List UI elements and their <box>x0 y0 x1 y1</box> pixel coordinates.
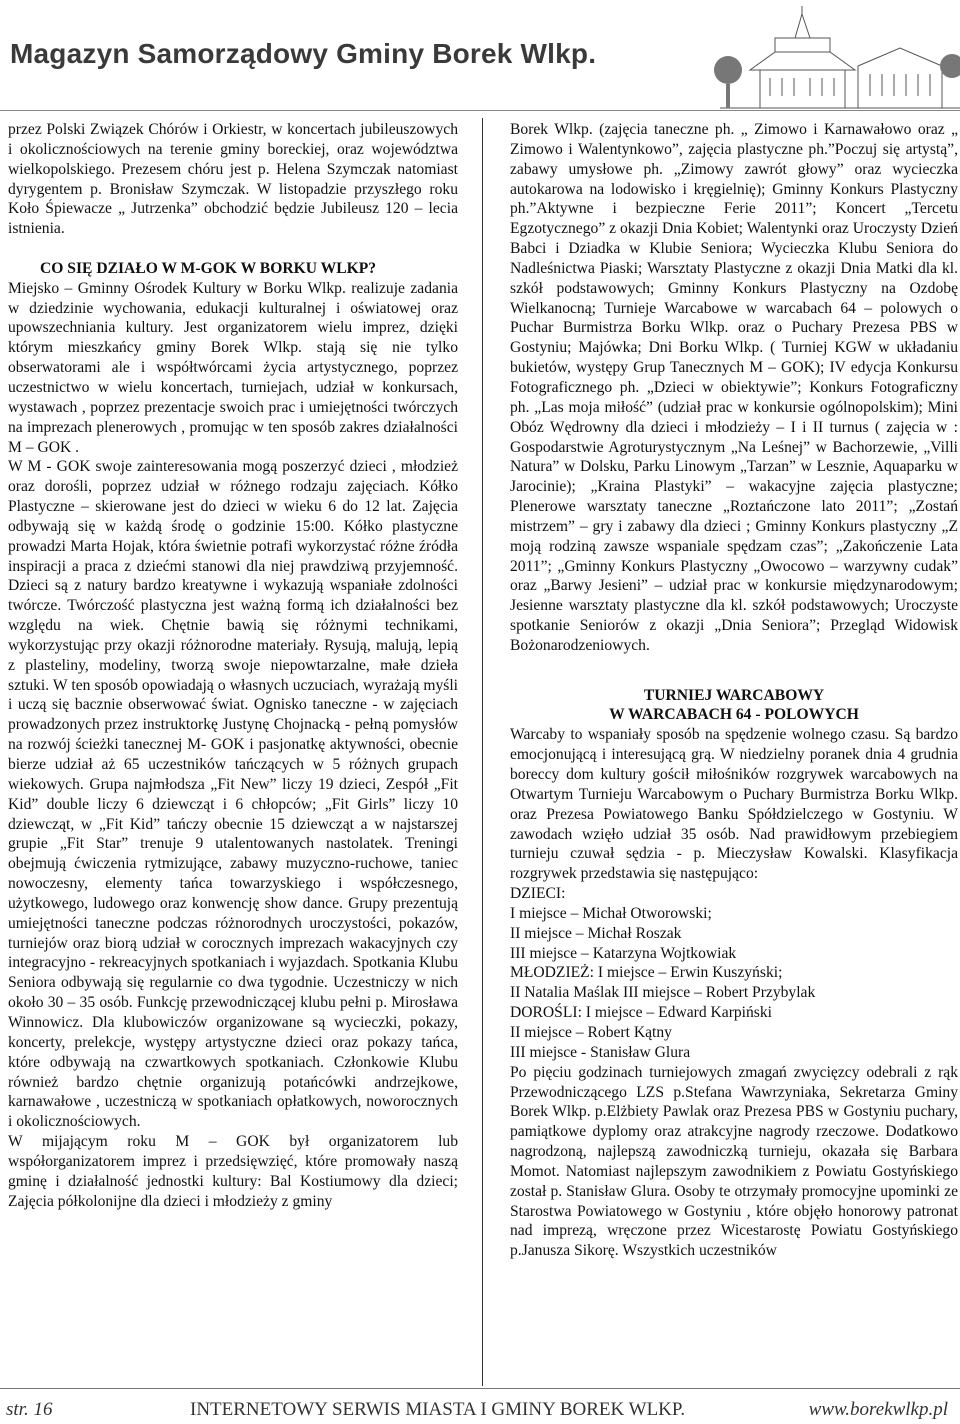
left-column <box>8 120 458 1384</box>
right-paragraph-3: Po pięciu godzinach turniejowych zmagań zwycięzcy odebrali z rąk Przewodniczącego LZS p.Stefana Wawrzyniaka, Sekretarza Gminy Borek Wlkp. p.Elżbiety Pawlak oraz Prezesa PBS w Gostyniu puchary, pamiątkowe dyplomy oraz atrakcyjne nagrody rzeczowe. Dodatkowo nagrodzoną, najlepszą zawodniczką turnieju, okazała się Barbara Momot. Natomiast najlepszym zawodnikiem z Powiatu Gostyńskiego został p. Stanisław Glura. Osoby te otrzymały promocyjne upominki ze Starostwa Powiatowego w Gostyniu , które objęło honorowy patronat nad imprezą, wręczone przez Wicestarostę Powiatu Gostyńskiego p.Janusza Sikorę. Wszystkich uczestników <box>510 1063 958 1260</box>
column-divider <box>482 118 483 1386</box>
right-paragraph-1: Borek Wlkp. (zajęcia taneczne ph. „ Zimowo i Karnawałowo oraz „ Zimowo i Walentynkowo”, zajęcia plastyczne ph.”Poczuj się artystą”, zabawy umysłowe ph. „Zimowy zawrót głowy” oraz wycieczka autokarowa na lodowisko i kręgielnię); Gminny Konkurs Plastyczny ph.”Aktywne i bezpieczne Ferie 2011”; Koncert „Tercetu Egzotycznego” z okazji Dnia Kobiet; Walentynki oraz Uroczysty Dzień Babci i Dziadka w Klubie Seniora; Wycieczka Klubu Seniora do Nadleśnictwa Piaski; Warsztaty Plastyczne z okazji Dnia Matki dla kl. szkół podstawowych; Gminny Konkurs Plastyczny na Ozdobę Wielkanocną; Turnieje Warcabowe w warcabach 64 – polowych o Puchar Burmistrza Borku Wlkp. oraz o Puchary Prezesa PBS w Gostyniu; Majówka; Dni Borku Wlkp. ( Turniej KGW w układaniu bukietów, występy Grup Tanecznych M – GOK); IV edycja Konkursu Fotograficznego ph. „Dzieci w obiektywie”; Konkurs Fotograficzny ph. „Las moja miłość” (udział prac w konkursie ogólnopolskim); Mini Obóz Wędrowny dla dzieci i młodzieży – I i II turnus ( zajęcia w : Gospodarstwie Agroturystycznym „Na Leśnej” w Bachorzewie, „Villi Natura” w Dolsku, Parku Linowym „Tarzan” w Lesznie, Aquaparku w Jarocinie); „Kraina Plastyki” – wakacyjne zajęcia plastyczne; Plenerowe warsztaty taneczne „Roztańczone lato 2011”; „Zostań mistrzem” – gry i zabawy dla dzieci ; Gminny Konkurs plastyczny „Z moją rodziną zawsze wspaniale spędzam czas”; „Zakończenie Lata 2011”; „Gminny Konkurs Plastyczny „Owocowo – warzywny cudak” oraz „Barwy Jesieni” – udział prac w konkursie międzynarodowym; Jesienne warsztaty plastyczne dla kl. szkół podstawowych; Uroczyste spotkanie Seniorów z okazji „Dnia Seniora”; Przegląd Widowisk Bożonarodzeniowych. <box>510 121 958 654</box>
tournament-heading-1: TURNIEJ WARCABOWY <box>643 686 825 704</box>
header-rule <box>0 110 960 111</box>
section-heading: CO SIĘ DZIAŁO W M-GOK W BORKU WLKP? <box>40 259 377 277</box>
footer-rule <box>0 1388 960 1389</box>
left-paragraph-1: przez Polski Związek Chórów i Orkiestr, w koncertach jubileuszowych i okolicznościowych na terenie gminy boreckiej, oraz województwa wielkopolskiego. Prezesem chóru jest p. Helena Szymczak natomiast dyrygentem p. Bronisław Szymczak. W listopadzie przyszłego roku Koło Śpiewacze „ Jutrzenka” obchodzić będzie Jubileusz 120 – lecia istnienia. <box>8 121 458 238</box>
right-paragraph-2: Warcaby to wspaniały sposób na spędzenie wolnego czasu. Są bardzo emocjonującą i interesującą grą. W niedzielny poranek dnia 4 grudnia boreccy dom kultury gościł miłośników rozgrywek warcabowych na Otwartym Turnieju Warcabowym o Puchary Burmistrza Borku Wlkp. oraz Prezesa Powiatowego Banku Spółdzielczego w Gostyniu. W zawodach wzięło udział 35 osób. Nad prawidłowym przebiegiem turnieju czuwał sędzia - p. Mieczysław Kowalski. Klasyfikacja rozgrywek przedstawia się następująco: <box>510 726 958 883</box>
town-hall-illustration <box>600 0 960 112</box>
tournament-heading-2: W WARCABACH 64 - POLOWYCH <box>609 706 859 724</box>
results-line: II miejsce – Michał Roszak <box>510 924 682 942</box>
footer-url[interactable]: www.borekwlkp.pl <box>808 1399 948 1420</box>
footer <box>0 1388 960 1424</box>
left-paragraph-2: Miejsko – Gminny Ośrodek Kultury w Borku Wlkp. realizuje zadania w dziedzinie wychowania, edukacji kulturalnej i oświatowej oraz upowszechniania kultury. Jest organizatorem wielu imprez, dzięki którym mieszkańcy gminy Borek Wlkp. stają się nie tylko obserwatorami ale i współtwórcami życia artystycznego, poprzez uczestnictwo w wielu koncertach, turniejach, udział w konkursach, wystawach , poprzez prezentacje swoich prac i umiejętności twórczych na imprezach plenerowych , promując w ten sposób zakres działalności M – GOK . <box>8 279 458 456</box>
left-paragraph-3: W M - GOK swoje zainteresowania mogą poszerzyć dzieci , młodzież oraz dorośli, poprzez udział w różnego rodzaju zajęciach. Kółko Plastyczne – skierowane jest do dzieci w wieku 6 do 12 lat. Zajęcia odbywają się w każdą środę o godzinie 15:00. Kółko plastyczne prowadzi Marta Hojak, która świetnie potrafi wykorzystać różne źródła inspiracji a praca z dziećmi stanowi dla niej prawdziwą przyjemność. Dzieci są z natury bardzo kreatywne i wykazują wspaniałe zdolności twórcze. Twórczość plastyczna jest ważną formą ich działalności bez względu na wiek. Chętnie bawią się różnymi technikami, wykorzystując przy okazji różnorodne materiały. Rysują, malują, lepią z plasteliny, modeliny, tworzą swoje niepowtarzalne, małe dzieła sztuki. W ten sposób opowiadają o własnych uczuciach, wyrażają myśli i uczą się bacznie obserwować świat. Ognisko taneczne - w zajęciach prowadzonych przez instruktorkę Justynę Chojnacką - pełną pomysłów na rozwój ścieżki tanecznej M- GOK i pasjonatkę aktywności, obecnie bierze udział aż 65 uczestników tańczących w 5 różnych grupach wiekowych. Grupa najmłodsza „Fit New” liczy 19 dzieci, Zespół „Fit Kid” double liczy 6 dziewcząt i 6 chłopców; „Fit Girls” liczy 10 dziewcząt, w „Fit Kid” tańczy obecnie 15 dziewcząt a w najstarszej grupie „Fit Star” trenuje 9 utalentowanych nastolatek. Treningi obejmują ćwiczenia rytmizujące, zabawy muzyczno-ruchowe, taniec nowoczesny, elementy tańca towarzyskiego i współczesnego, użytkowego, ludowego oraz konwencję show dance. Grupy prezentują umiejętności taneczne podczas różnorodnych uroczystości, pokazów, turniejów oraz biorą udział w corocznych imprezach wakacyjnych czy integracyjno - rekreacyjnych spotkaniach i wyjazdach. Spotkania Klubu Seniora odbywają się regularnie co dwa tygodnie. Uczestniczy w nich około 30 – 35 osób. Funkcję przewodniczącej klubu pełni p. Mirosława Winnowicz. Dla klubowiczów organizowane są wycieczki, pokazy, koncerty, prelekcje, występy artystyczne dzieci oraz pokazy tańca, które odbywają na czwartkowych spotkaniach. Członkowie Klubu również bardzo chętnie organizują potańcówki andrzejkowe, karnawałowe , uczestniczą w spotkaniach opłatkowych, noworocznych i okolicznościowych. <box>8 458 458 1131</box>
results-list <box>510 884 958 1063</box>
magazine-title: Magazyn Samorządowy Gminy Borek Wlkp. <box>10 38 597 69</box>
results-line: II miejsce – Robert Kątny <box>510 1023 672 1041</box>
page-number: str. 16 <box>6 1399 53 1420</box>
results-line: I miejsce – Michał Otworowski; <box>510 904 712 922</box>
results-line: II Natalia Maślak III miejsce – Robert Przybylak <box>510 984 816 1002</box>
results-line: III miejsce – Katarzyna Wojtkowiak <box>510 944 737 962</box>
masthead <box>0 0 960 112</box>
left-paragraph-4: W mijającym roku M – GOK był organizatorem lub współorganizatorem imprez i przedsięwzięć, które promowały naszą gminę i działalność jednostki kultury: Bal Kostiumowy dla dzieci; Zajęcia półkolonijne dla dzieci i młodzieży z gminy <box>8 1133 458 1210</box>
results-line: MŁODZIEŻ: I miejsce – Erwin Kuszyński; <box>510 964 783 982</box>
results-line: DOROŚLI: I miejsce – Edward Karpiński <box>510 1004 773 1022</box>
footer-service-name: INTERNETOWY SERWIS MIASTA I GMINY BOREK WLKP. <box>190 1399 686 1420</box>
results-line: DZIECI: <box>510 885 566 903</box>
right-column <box>510 120 958 1384</box>
results-line: III miejsce - Stanisław Glura <box>510 1043 691 1061</box>
